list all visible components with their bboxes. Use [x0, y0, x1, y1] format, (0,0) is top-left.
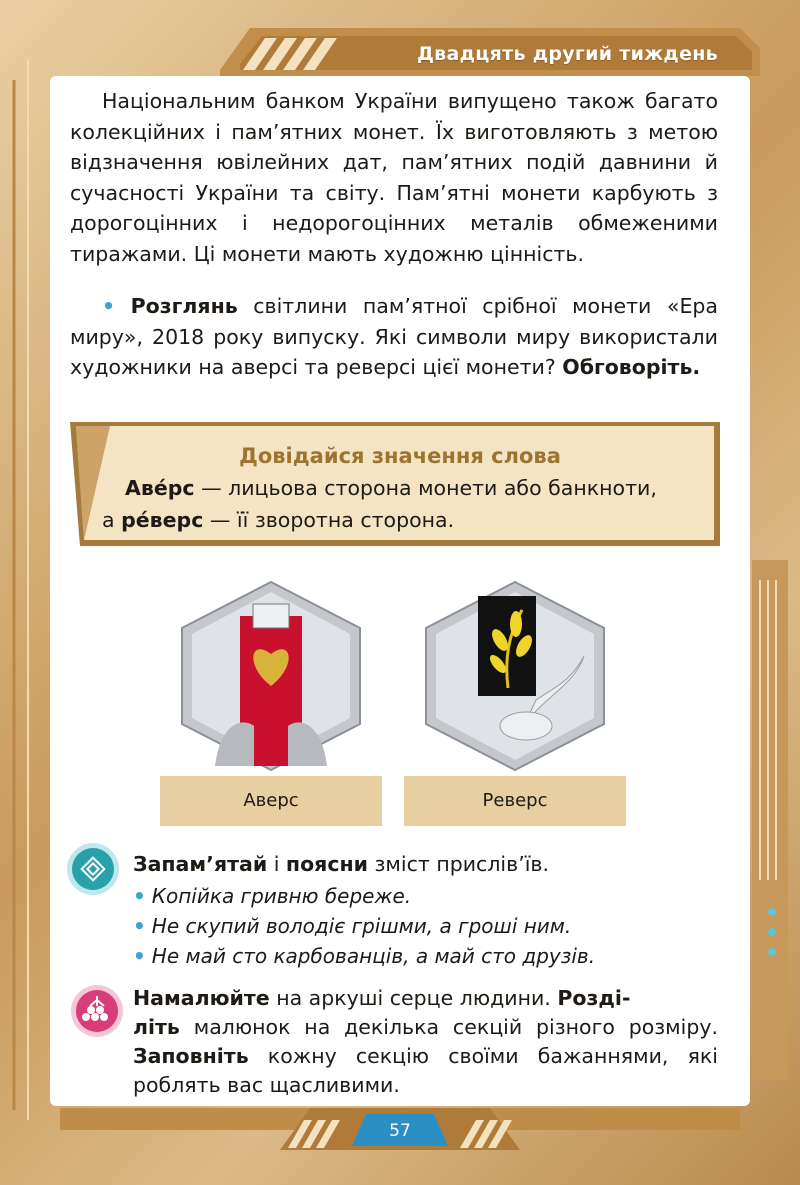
proverb-text: Не скупий володіє грішми, а гроші ним. [151, 914, 572, 938]
proverbs-instruction [133, 850, 718, 879]
bullet-marker: • [133, 914, 146, 938]
term-avers: Аве́рс [125, 476, 195, 500]
proverb-item [133, 884, 411, 908]
proverb-text: Копійка гривню береже. [151, 884, 412, 908]
activity-text: малюнок на декілька секцій різного розміру. [179, 1015, 718, 1039]
keyword-explain: поясни [285, 852, 369, 876]
intro-paragraph: Національним банком України випущено також багато колекційних і пам’ятних монет. Їх виготовляють з метою відзначення ювілейних дат, пам’ятних подій давнини й сучасності України та світу. Пам’ятні монети карбують з дорогоцінних і недорогоцінних металів обмеженими тиражами. Ці монети мають художню цінність. [70, 89, 718, 266]
ornament-badge-icon [66, 842, 120, 896]
task-keyword-examine: Розглянь [130, 294, 238, 318]
keyword-divide-start: Розді- [557, 986, 631, 1010]
definition-avers: — лицьова сторона монети або банкноти, [194, 476, 657, 500]
coin-caption-avers: Аверс [160, 776, 382, 826]
proverb-text: Не май сто карбованців, а май сто друзів. [151, 944, 596, 968]
discussion-task [70, 291, 718, 383]
revers-coin-image [404, 576, 626, 776]
glossary-prefix: а [102, 508, 122, 532]
glossary-revers [102, 508, 454, 532]
bullet-marker: • [133, 884, 146, 908]
activity-text: кожну секцію своїми бажаннями, які роблять вас щасливими. [133, 1044, 718, 1097]
keyword-divide-end: літь [133, 1015, 180, 1039]
keyword-draw: Намалюйте [133, 986, 270, 1010]
glossary-avers [125, 476, 657, 500]
coin-card-revers [404, 576, 626, 826]
section-title: Двадцять другий тиждень [416, 43, 718, 65]
drawing-activity [133, 984, 718, 1100]
glossary-title: Довідайся значення слова [239, 444, 561, 468]
keyword-fill: Заповніть [133, 1044, 249, 1068]
proverb-item [133, 944, 595, 968]
keyword-remember: Запам’ятай [133, 852, 268, 876]
activity-text: на аркуші серце людини. [269, 986, 558, 1010]
berries-badge-icon [70, 984, 124, 1038]
bullet-marker: • [102, 294, 116, 318]
task-text: світлини пам’ятної срібної монети «Ера миру», 2018 року випуску. Які символи миру використали художники на аверсі та реверсі цієї монети? [70, 294, 718, 380]
definition-revers: — її зворотна сторона. [203, 508, 455, 532]
proverbs-instruction-rest: зміст прислів’їв. [368, 852, 550, 876]
task-keyword-discuss: Обговоріть. [562, 355, 701, 380]
coin-caption-revers: Реверс [404, 776, 626, 826]
coin-card-avers [160, 576, 382, 826]
page-number: 57 [389, 1121, 411, 1141]
bullet-marker: • [133, 944, 146, 968]
avers-coin-image [160, 576, 382, 776]
proverb-item [133, 914, 571, 938]
term-revers: ре́верс [121, 508, 204, 532]
proverbs-connector: і [267, 852, 286, 876]
